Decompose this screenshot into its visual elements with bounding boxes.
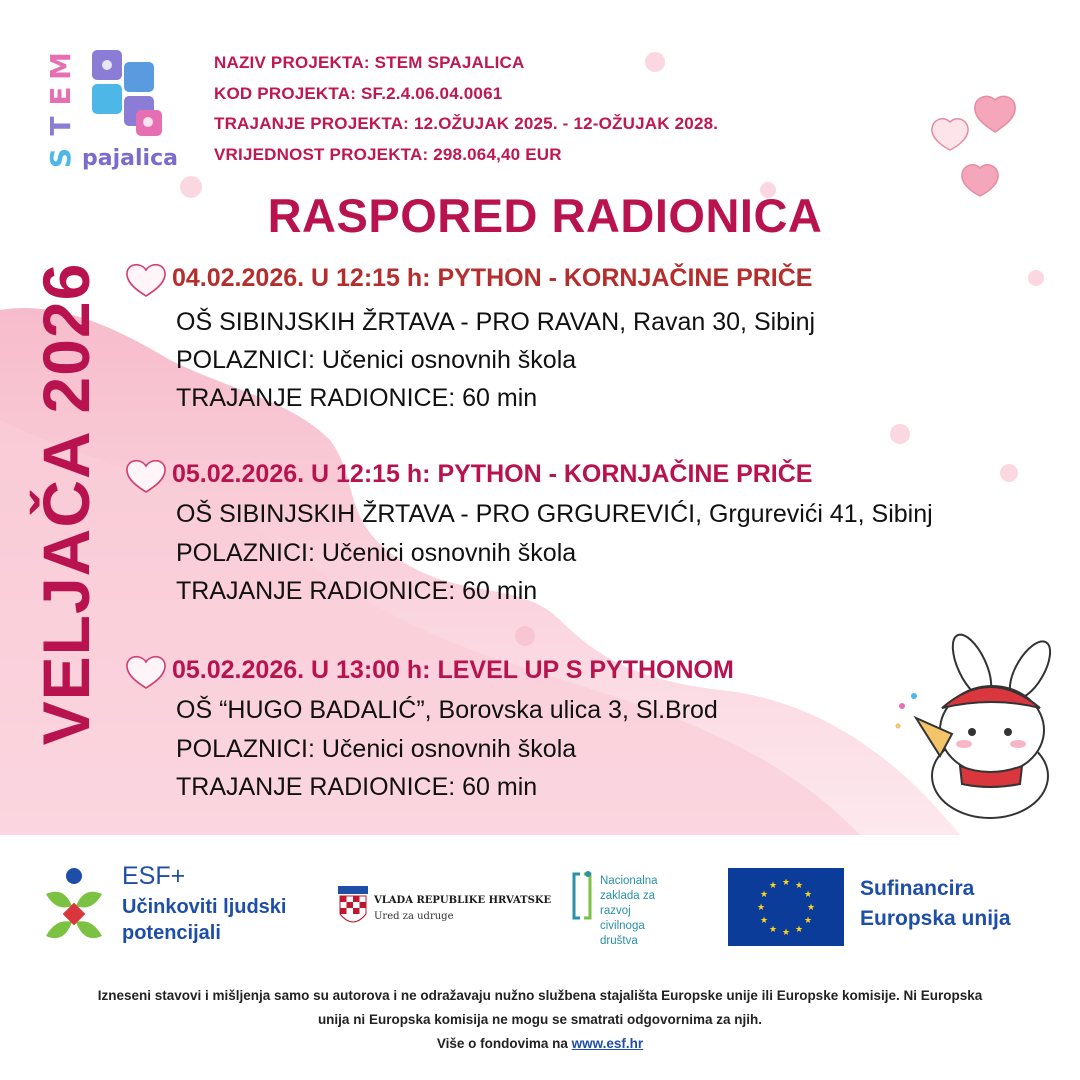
croatia-coat-of-arms-icon (336, 884, 370, 930)
svg-text:★: ★ (781, 928, 791, 938)
workshop-location: OŠ SIBINJSKIH ŽRTAVA - PRO GRGUREVIĆI, Grgurevići 41, Sibinj (176, 500, 933, 528)
decor-dot (1000, 464, 1018, 482)
svg-text:★: ★ (806, 903, 816, 913)
workshop-participants: POLAZNICI: Učenici osnovnih škola (176, 539, 577, 567)
svg-text:★: ★ (768, 881, 778, 891)
heart-icon (124, 456, 168, 496)
page-title: RASPORED RADIONICA (267, 189, 823, 242)
eu-flag-icon (728, 868, 844, 946)
svg-text:★: ★ (794, 881, 804, 891)
project-duration: TRAJANJE PROJEKTA: 12.OŽUJAK 2025. - 12-OŽUJAK 2028. (214, 114, 719, 133)
eu-cofinanced-text (860, 874, 1011, 934)
logo-letter: T (44, 116, 77, 136)
nacionalna-zaklada-logo-icon (570, 870, 594, 922)
workshop-duration: TRAJANJE RADIONICE: 60 min (176, 577, 538, 605)
disclaimer (10, 984, 1070, 1056)
svg-text:★: ★ (759, 916, 769, 926)
project-info (214, 48, 718, 170)
svg-text:★: ★ (803, 890, 813, 900)
svg-text:★: ★ (759, 890, 769, 900)
esf-title: ESF+ (122, 862, 186, 890)
disclaimer-line: unija ni Europska komisija ne mogu se smatrati odgovornima za njih. (317, 1012, 763, 1027)
workshop-heading: 05.02.2026. U 13:00 h: LEVEL UP S PYTHONOM (172, 656, 734, 684)
esf-link[interactable]: www.esf.hr (571, 1036, 644, 1051)
decor-dot (890, 424, 910, 444)
workshop-duration: TRAJANJE RADIONICE: 60 min (176, 773, 538, 801)
project-name: NAZIV PROJEKTA: STEM SPAJALICA (214, 53, 525, 72)
svg-text:★: ★ (794, 925, 804, 935)
naz-line: razvoj (600, 905, 631, 917)
workshop-heading: 05.02.2026. U 12:15 h: PYTHON - KORNJAČINE PRIČE (172, 460, 813, 488)
project-value: VRIJEDNOST PROJEKTA: 298.064,40 EUR (214, 144, 562, 164)
disclaimer-line: Izneseni stavovi i mišljenja samo su autorova i ne odražavaju nužno službena stajališta Europske unije ili Europske komisije. Ni Europska (97, 988, 983, 1003)
workshop-participants: POLAZNICI: Učenici osnovnih škola (176, 346, 577, 374)
nacionalna-zaklada-text (600, 874, 658, 949)
workshop-location: OŠ “HUGO BADALIĆ”, Borovska ulica 3, Sl.Brod (176, 696, 718, 724)
svg-text:★: ★ (768, 925, 778, 935)
month-label: VELJAČA 2026 (29, 262, 103, 746)
svg-text:★: ★ (781, 878, 791, 888)
puzzle-logo-icon (86, 44, 172, 144)
eu-line: Europska unija (860, 907, 1011, 930)
esf-subtitle-line: Učinkoviti ljudski (122, 896, 287, 918)
heart-icon (124, 652, 168, 692)
vlada-title: VLADA REPUBLIKE HRVATSKE (374, 895, 552, 906)
more-info-line (10, 1032, 1070, 1056)
bunny-illustration (880, 626, 1080, 826)
esf-logo-icon (36, 866, 112, 946)
logo-wordmark: pajalica (82, 146, 178, 171)
naz-line: civilnoga (600, 920, 645, 932)
logo-letter: S (44, 147, 77, 169)
naz-line: Nacionalna (600, 875, 658, 887)
more-info-text: Više o fondovima na (436, 1036, 568, 1051)
logo-letter: E (44, 86, 77, 106)
workshop-location: OŠ SIBINJSKIH ŽRTAVA - PRO RAVAN, Ravan 30, Sibinj (176, 308, 816, 336)
project-code: KOD PROJEKTA: SF.2.4.06.04.0061 (214, 83, 503, 103)
svg-text:★: ★ (803, 916, 813, 926)
esf-subtitle-line: potencijali (122, 922, 221, 944)
vlada-subtitle: Ured za udruge (374, 911, 454, 922)
decor-dot (1028, 270, 1044, 286)
workshop-duration: TRAJANJE RADIONICE: 60 min (176, 384, 538, 412)
esf-subtitle (122, 894, 286, 946)
eu-stars-icon (728, 868, 844, 946)
naz-line: zaklada za (600, 890, 655, 902)
workshop-participants: POLAZNICI: Učenici osnovnih škola (176, 735, 577, 763)
svg-text:★: ★ (756, 903, 766, 913)
decor-dot (515, 626, 535, 646)
naz-line: društva (600, 935, 638, 947)
logo-letter: M (44, 52, 77, 80)
workshop-heading: 04.02.2026. U 12:15 h: PYTHON - KORNJAČINE PRIČE (172, 264, 813, 292)
heart-icon (124, 260, 168, 300)
eu-line: Sufinancira (860, 877, 975, 900)
